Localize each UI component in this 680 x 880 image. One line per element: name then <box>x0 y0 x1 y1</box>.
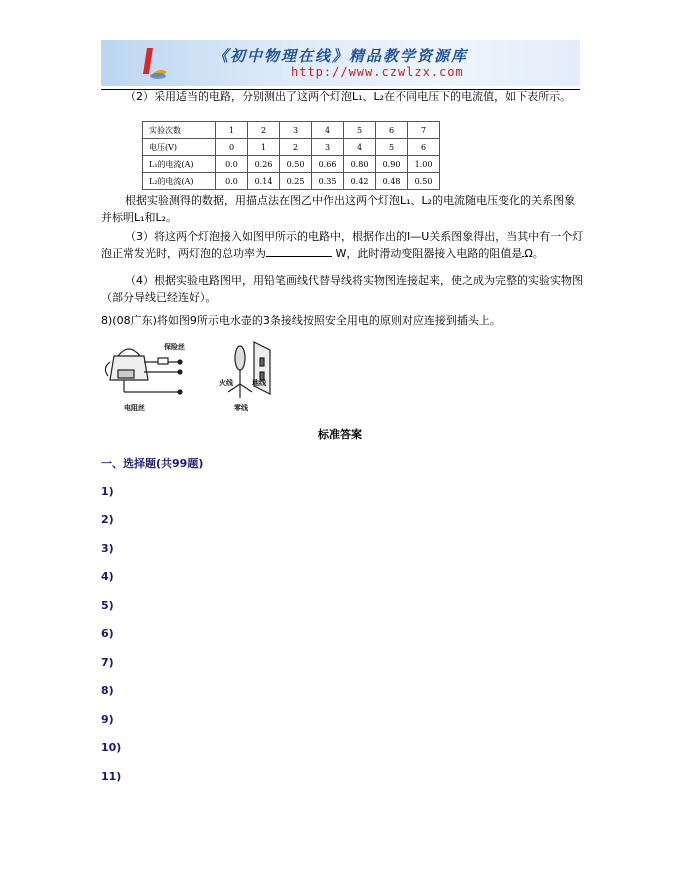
q2-intro: （2）采用适当的电路，分别测出了这两个灯泡L₁、L₂在不同电压下的电流值，如下表所示。 <box>125 90 572 103</box>
answer-item: 5) <box>101 599 114 612</box>
answers-heading: 标准答案 <box>318 428 362 441</box>
answer-item: 2) <box>101 513 114 526</box>
q4-text: （4）根据实验电路图甲，用铅笔画线代替导线将实物图连接起来，使之成为完整的实验实物图（部分导线已经连好）。 <box>101 274 583 304</box>
answer-blank <box>266 246 332 257</box>
answer-item: 11) <box>101 770 122 783</box>
answer-item: 6) <box>101 627 114 640</box>
answer-item: 7) <box>101 656 114 669</box>
table-row: 电压(V) 0 1 2 3 4 5 6 <box>143 139 440 156</box>
table-row: L₁的电流(A) 0.0 0.26 0.50 0.66 0.80 0.90 1.00 <box>143 156 440 173</box>
live-wire-label: 火线 <box>219 379 233 387</box>
fuse-label: 保险丝 <box>164 343 185 351</box>
answer-item: 3) <box>101 542 114 555</box>
answer-item: 4) <box>101 570 114 583</box>
q3-text: （3）将这两个灯泡接入如图甲所示的电路中，根据作出的I—U关系图象得出，当其中有一个灯泡正常发光时，两灯泡的总功率为 W，此时滑动变阻器接入电路的阻值是 Ω。 <box>101 230 584 260</box>
data-table <box>142 121 440 190</box>
q8-text: 8)(08广东)将如图9所示电水壶的3条接线按照安全用电的原则对应连接到插头上。 <box>101 314 501 327</box>
resistor-label: 电阻丝 <box>124 404 145 412</box>
banner-title: 《初中物理在线》精品教学资源库 <box>213 47 469 65</box>
plug-icon <box>235 346 245 370</box>
q2-after-table: 根据实验测得的数据，用描点法在图乙中作出这两个灯泡L₁、L₂的电流随电压变化的关系图象并标明L₁和L₂。 <box>101 194 576 224</box>
answer-item: 10) <box>101 741 122 754</box>
earth-wire-label: 地线 <box>252 379 266 387</box>
answer-item: 8) <box>101 684 114 697</box>
table-row: L₂的电流(A) 0.0 0.14 0.25 0.35 0.42 0.48 0.50 <box>143 173 440 190</box>
banner-url[interactable]: http://www.czwlzx.com <box>291 65 464 79</box>
neutral-wire-label: 零线 <box>234 404 248 412</box>
table-row: 实验次数 1 2 3 4 5 6 7 <box>143 122 440 139</box>
answer-item: 1) <box>101 485 114 498</box>
section-heading: 一、选择题(共99题) <box>101 457 204 470</box>
answer-item: 9) <box>101 713 114 726</box>
kettle-plug-figure <box>104 336 284 414</box>
header-banner <box>101 40 580 86</box>
site-logo-icon <box>141 46 169 80</box>
